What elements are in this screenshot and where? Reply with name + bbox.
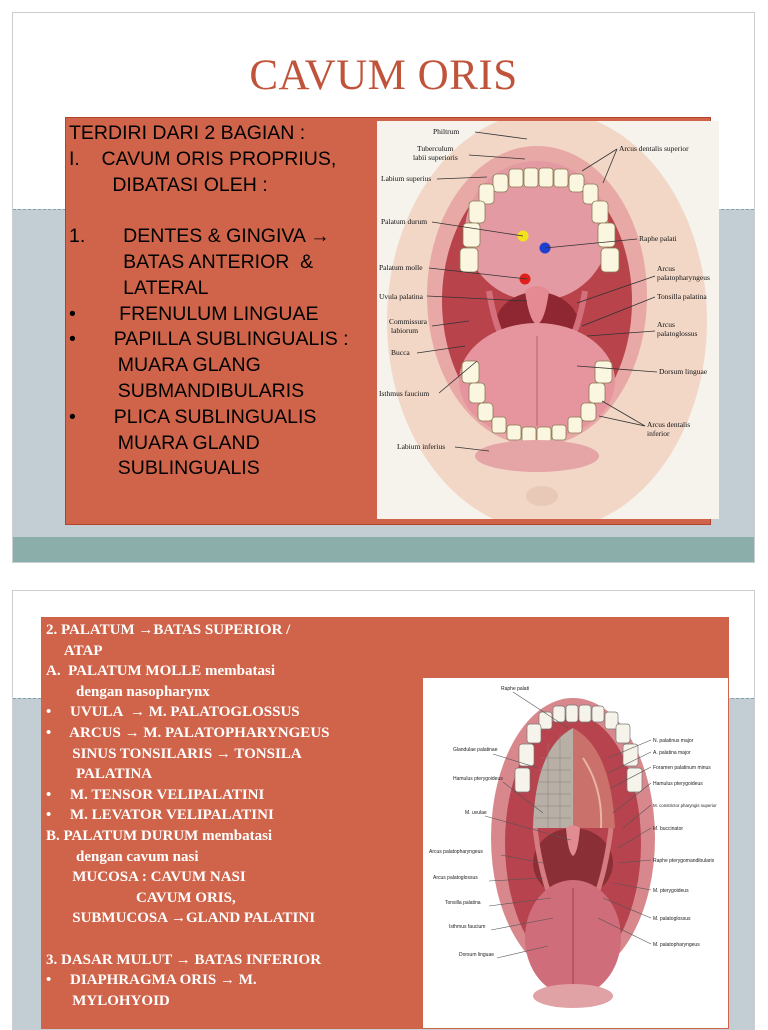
svg-text:Arcus: Arcus xyxy=(657,320,675,329)
slide1-text-line: • PLICA SUBLINGUALIS xyxy=(69,405,317,428)
svg-text:Isthmus faucium: Isthmus faucium xyxy=(449,924,486,930)
slide2-text-line xyxy=(46,929,416,950)
slide1-text-line: DIBATASI OLEH : xyxy=(69,173,268,196)
label-philtrum: Philtrum xyxy=(433,127,460,136)
slide-1 xyxy=(12,12,755,563)
svg-text:Arcus palatoglossus: Arcus palatoglossus xyxy=(433,875,478,881)
svg-text:labii superioris: labii superioris xyxy=(413,153,458,162)
svg-text:palatoglossus: palatoglossus xyxy=(657,329,698,338)
svg-text:M. palatoglossus: M. palatoglossus xyxy=(653,916,691,922)
slide-footer-bar xyxy=(13,537,754,563)
svg-text:M. pterygoideus: M. pterygoideus xyxy=(653,888,689,894)
svg-text:Palatum molle: Palatum molle xyxy=(379,263,423,272)
svg-text:Hamulus pterygoideus: Hamulus pterygoideus xyxy=(453,776,503,782)
slide2-text-line: dengan nasopharynx xyxy=(46,683,210,700)
svg-text:Hamulus pterygoideus: Hamulus pterygoideus xyxy=(653,781,703,787)
slide1-text-line: TERDIRI DARI 2 BAGIAN : xyxy=(69,122,306,144)
svg-text:Arcus dentalis: Arcus dentalis xyxy=(647,420,691,429)
svg-text:Bucca: Bucca xyxy=(391,348,410,357)
slide1-text-line: MUARA GLAND xyxy=(69,431,260,454)
slide-body-text xyxy=(69,121,389,482)
svg-text:inferior: inferior xyxy=(647,429,670,438)
slide2-text-line: • M. LEVATOR VELIPALATINI xyxy=(46,807,274,824)
slide1-text-line xyxy=(69,198,389,224)
svg-text:Uvula palatina: Uvula palatina xyxy=(379,292,423,301)
svg-text:labiorum: labiorum xyxy=(391,326,419,335)
slide-body-text xyxy=(46,620,416,1011)
slide2-text-line: • ARCUS → M. PALATOPHARYNGEUS xyxy=(46,724,330,741)
slide2-text-line: MUCOSA : CAVUM NASI xyxy=(46,869,246,886)
slide2-text-line: ATAP xyxy=(46,642,103,659)
svg-text:Tuberculum: Tuberculum xyxy=(417,144,454,153)
slide1-text-line: 1. DENTES & GINGIVA → xyxy=(69,225,330,248)
slide1-text-line: SUBLINGUALIS xyxy=(69,457,260,480)
svg-text:Tonsilla palatina: Tonsilla palatina xyxy=(445,900,481,906)
slide-title: CAVUM ORIS xyxy=(249,52,518,99)
slide2-text-line: B. PALATUM DURUM membatasi xyxy=(46,827,273,844)
slide2-text-line: 2. PALATUM →BATAS SUPERIOR / xyxy=(46,622,291,638)
slide1-text-line: BATAS ANTERIOR & xyxy=(69,250,314,273)
svg-text:Palatum durum: Palatum durum xyxy=(381,217,428,226)
svg-text:Raphe pterygomandibularis: Raphe pterygomandibularis xyxy=(653,858,715,864)
slide2-text-line: 3. DASAR MULUT → BATAS INFERIOR xyxy=(46,951,322,968)
svg-text:Raphe palati: Raphe palati xyxy=(501,686,530,692)
slide2-text-line: • DIAPHRAGMA ORIS → M. xyxy=(46,972,257,989)
slide1-text-line: • FRENULUM LINGUAE xyxy=(69,302,319,325)
slide2-text-line: • M. TENSOR VELIPALATINI xyxy=(46,786,265,803)
slide2-text-line: A. PALATUM MOLLE membatasi xyxy=(46,663,276,680)
svg-text:A. palatina major: A. palatina major xyxy=(653,750,691,756)
svg-text:Dorsum linguae: Dorsum linguae xyxy=(459,952,495,958)
slide1-text-line: I. CAVUM ORIS PROPRIUS, xyxy=(69,147,337,170)
slide2-text-line: CAVUM ORIS, xyxy=(46,889,236,906)
svg-text:Isthmus faucium: Isthmus faucium xyxy=(379,389,430,398)
svg-text:Arcus dentalis superior: Arcus dentalis superior xyxy=(619,144,689,153)
slide1-text-line: LATERAL xyxy=(69,276,209,299)
svg-text:Labium inferius: Labium inferius xyxy=(397,442,446,451)
palate-muscles-illustration xyxy=(423,678,728,1028)
svg-text:Commissura: Commissura xyxy=(389,317,427,326)
svg-text:M. uvulae: M. uvulae xyxy=(465,810,487,816)
slide2-text-line: MYLOHYOID xyxy=(46,992,170,1009)
svg-text:Arcus: Arcus xyxy=(657,264,675,273)
svg-text:M. constrictor pharyngis super: M. constrictor pharyngis superior xyxy=(653,803,717,808)
svg-text:Raphe palati: Raphe palati xyxy=(639,234,677,243)
slide2-text-line: • UVULA → M. PALATOGLOSSUS xyxy=(46,704,300,721)
slide2-text-line: dengan cavum nasi xyxy=(46,848,199,865)
svg-text:Dorsum linguae: Dorsum linguae xyxy=(659,367,708,376)
slide2-text-line: PALATINA xyxy=(46,766,153,783)
oral-cavity-illustration xyxy=(377,121,719,519)
svg-text:Glandulae palatinae: Glandulae palatinae xyxy=(453,747,498,753)
svg-text:palatopharyngeus: palatopharyngeus xyxy=(657,273,710,282)
svg-text:M. palatopharyngeus: M. palatopharyngeus xyxy=(653,942,700,948)
svg-text:Tonsilla palatina: Tonsilla palatina xyxy=(657,292,707,301)
slide1-text-line: MUARA GLANG xyxy=(69,354,261,377)
slide-2 xyxy=(12,590,755,1030)
svg-text:M. buccinator: M. buccinator xyxy=(653,826,684,832)
svg-text:Labium superius: Labium superius xyxy=(381,174,432,183)
slide2-text-line: SINUS TONSILARIS → TONSILA xyxy=(46,745,302,762)
svg-text:N. palatinus major: N. palatinus major xyxy=(653,738,694,744)
svg-text:Arcus palatopharyngeus: Arcus palatopharyngeus xyxy=(429,849,483,855)
svg-text:Foramen palatinum minus: Foramen palatinum minus xyxy=(653,765,711,771)
slide1-text-line: SUBMANDIBULARIS xyxy=(69,379,305,402)
slide2-text-line: SUBMUCOSA →GLAND PALATINI xyxy=(46,910,316,927)
slide1-text-line: • PAPILLA SUBLINGUALIS : xyxy=(69,328,349,351)
